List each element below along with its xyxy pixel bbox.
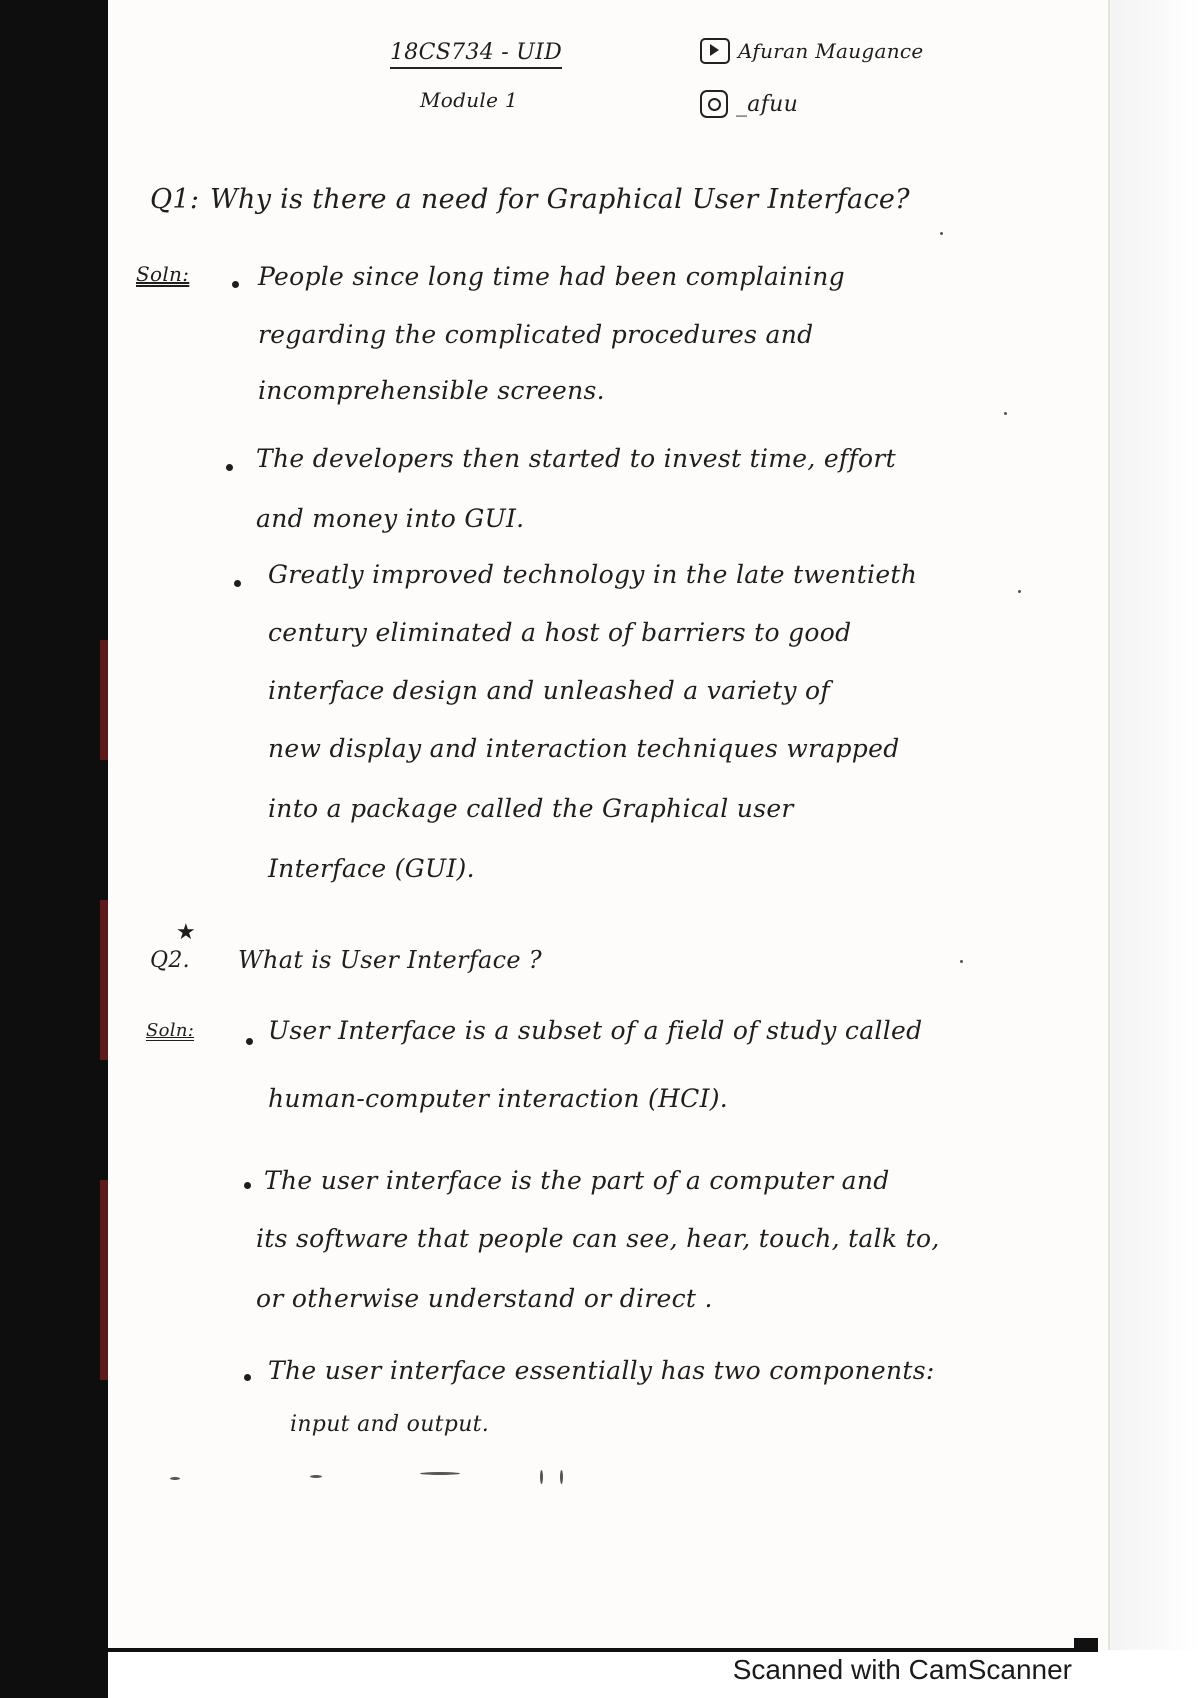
q1-line: Interface (GUI). — [268, 854, 475, 883]
q2-question: What is User Interface ? — [238, 946, 542, 974]
scan-speck — [540, 1470, 543, 1484]
q1-line: and money into GUI. — [256, 504, 525, 533]
q1-line: interface design and unleashed a variety of — [268, 676, 830, 705]
q2-line: The user interface essentially has two components: — [268, 1356, 935, 1385]
q1-line: century eliminated a host of barriers to good — [268, 618, 852, 647]
bullet-dot — [234, 580, 241, 587]
q2-line: its software that people can see, hear, touch, talk to, — [256, 1224, 940, 1253]
scan-speck — [560, 1470, 563, 1484]
scan-stripe — [100, 640, 108, 760]
camscanner-watermark: Scanned with CamScanner — [732, 1654, 1072, 1685]
star-mark: ★ — [176, 920, 196, 945]
q1-line: regarding the complicated procedures and — [258, 320, 814, 349]
scan-speck — [310, 1475, 322, 1478]
scan-border-right — [1106, 0, 1200, 1650]
youtube-credit — [700, 38, 924, 64]
q1-line: The developers then started to invest time, effort — [256, 444, 896, 473]
page-bottom-edge — [108, 1648, 1098, 1652]
scan-speck — [940, 232, 943, 235]
module-title: Module 1 — [420, 88, 518, 112]
bullet-dot — [226, 464, 233, 471]
q2-line: The user interface is the part of a computer and — [264, 1166, 890, 1195]
scan-speck — [1004, 412, 1007, 415]
notebook-page — [108, 0, 1110, 1650]
scan-speck — [420, 1472, 460, 1475]
q1-line: Greatly improved technology in the late twentieth — [268, 560, 918, 589]
scan-stripe — [100, 900, 108, 1060]
bullet-dot — [244, 1374, 251, 1381]
q1-line: incomprehensible screens. — [258, 376, 605, 405]
scan-stripe — [100, 1180, 108, 1380]
instagram-handle: _afuu — [736, 91, 799, 117]
q1-question: Why is there a need for Graphical User Interface? — [210, 184, 910, 215]
bullet-dot — [244, 1182, 251, 1189]
bullet-dot — [246, 1038, 253, 1045]
q2-soln-label: Soln: — [146, 1020, 195, 1041]
scan-speck — [1018, 590, 1021, 593]
q2-line: User Interface is a subset of a field of study called — [268, 1016, 923, 1045]
q1-line: into a package called the Graphical user — [268, 794, 794, 823]
q2-line: input and output. — [290, 1412, 490, 1437]
q1-line: new display and interaction techniques wrapped — [268, 734, 900, 763]
instagram-icon — [700, 90, 728, 118]
scan-speck — [170, 1477, 180, 1480]
q1-line: People since long time had been complaining — [258, 262, 845, 291]
q2-label: Q2. — [150, 948, 190, 973]
q2-line: human-computer interaction (HCI). — [268, 1084, 729, 1113]
scan-border-left — [0, 0, 108, 1698]
instagram-credit — [700, 90, 798, 118]
bullet-dot — [232, 281, 239, 288]
scan-speck — [960, 960, 963, 963]
q1-label: Q1: — [150, 184, 200, 215]
youtube-icon — [700, 38, 730, 64]
youtube-handle: Afuran Maugance — [738, 39, 924, 63]
q1-soln-label: Soln: — [136, 262, 190, 286]
course-code: 18CS734 - UID — [390, 40, 562, 69]
q2-line: or otherwise understand or direct . — [256, 1284, 713, 1313]
